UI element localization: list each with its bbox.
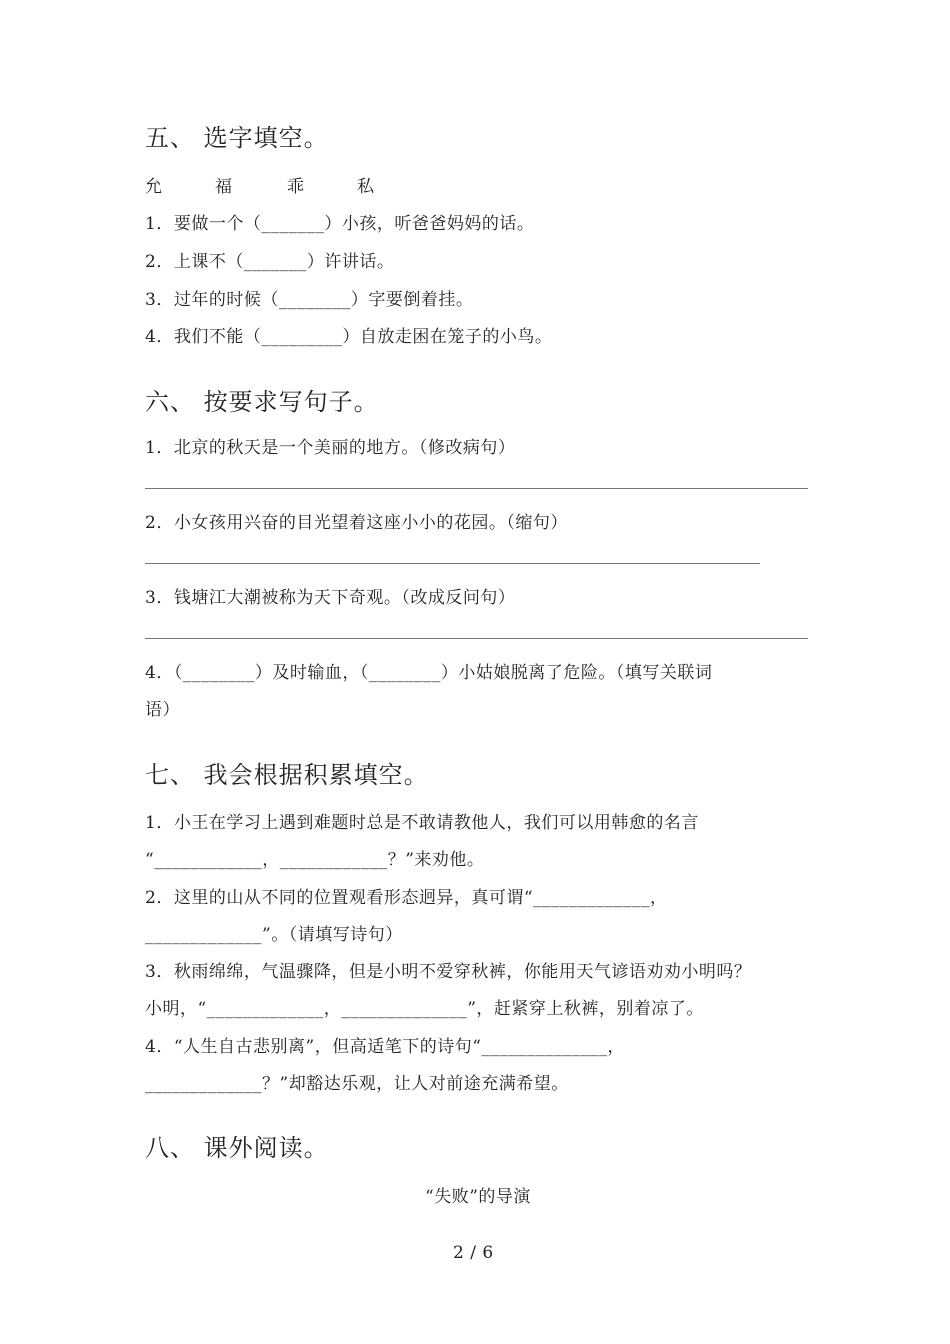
question-text: 1．北京的秋天是一个美丽的地方。（修改病句） <box>145 438 516 458</box>
question-text: 小明，“_____________，______________”，赶紧穿上秋裤，别着凉了。 <box>145 999 704 1019</box>
question-text: 3．秋雨绵绵，气温骤降，但是小明不爱穿秋裤，你能用天气谚语劝劝小明吗？ <box>145 962 752 982</box>
question-text: 1．要做一个（_______）小孩，听爸爸妈妈的话。 <box>145 214 535 234</box>
question-text: “____________，____________？”来劝他。 <box>145 850 485 870</box>
character-choices <box>145 172 375 197</box>
question-text: _____________？”却豁达乐观，让人对前途充满希望。 <box>145 1074 569 1094</box>
page-number: 2 / 6 <box>453 1243 494 1263</box>
question-text: 1．小王在学习上遇到难题时总是不敢请教他人，我们可以用韩愈的名言 <box>145 813 699 833</box>
question-text: _____________”。（请填写诗句） <box>145 925 403 945</box>
answer-line[interactable] <box>145 563 760 564</box>
question-text: 语） <box>145 700 180 720</box>
question-text: 4．“人生自古悲别离”，但高适笔下的诗句“______________， <box>145 1037 625 1057</box>
answer-line[interactable] <box>145 488 808 489</box>
question-text: 3．过年的时候（________）字要倒着挂。 <box>145 290 474 310</box>
choice-char: 私 <box>357 177 375 197</box>
question-text: 2．上课不（_______）许讲话。 <box>145 252 395 272</box>
choice-char: 福 <box>215 177 233 197</box>
section-5-title: 五、 选字填空。 <box>145 124 329 152</box>
answer-line[interactable] <box>145 638 808 639</box>
question-text: 4．我们不能（_________）自放走困在笼子的小鸟。 <box>145 327 553 347</box>
passage-title: “失败”的导演 <box>425 1187 531 1207</box>
section-8-title: 八、 课外阅读。 <box>145 1134 329 1162</box>
question-text: 4．（________）及时输血，（________）小姑娘脱离了危险。（填写关联词 <box>145 663 713 683</box>
choice-char: 乖 <box>287 177 305 197</box>
question-text: 2．小女孩用兴奋的目光望着这座小小的花园。（缩句） <box>145 513 568 533</box>
section-6-title: 六、 按要求写句子。 <box>145 388 379 416</box>
choice-char: 允 <box>145 177 163 197</box>
question-text: 2．这里的山从不同的位置观看形态迥异，真可谓“_____________， <box>145 888 668 908</box>
section-7-title: 七、 我会根据积累填空。 <box>145 761 429 789</box>
question-text: 3．钱塘江大潮被称为天下奇观。（改成反问句） <box>145 588 516 608</box>
